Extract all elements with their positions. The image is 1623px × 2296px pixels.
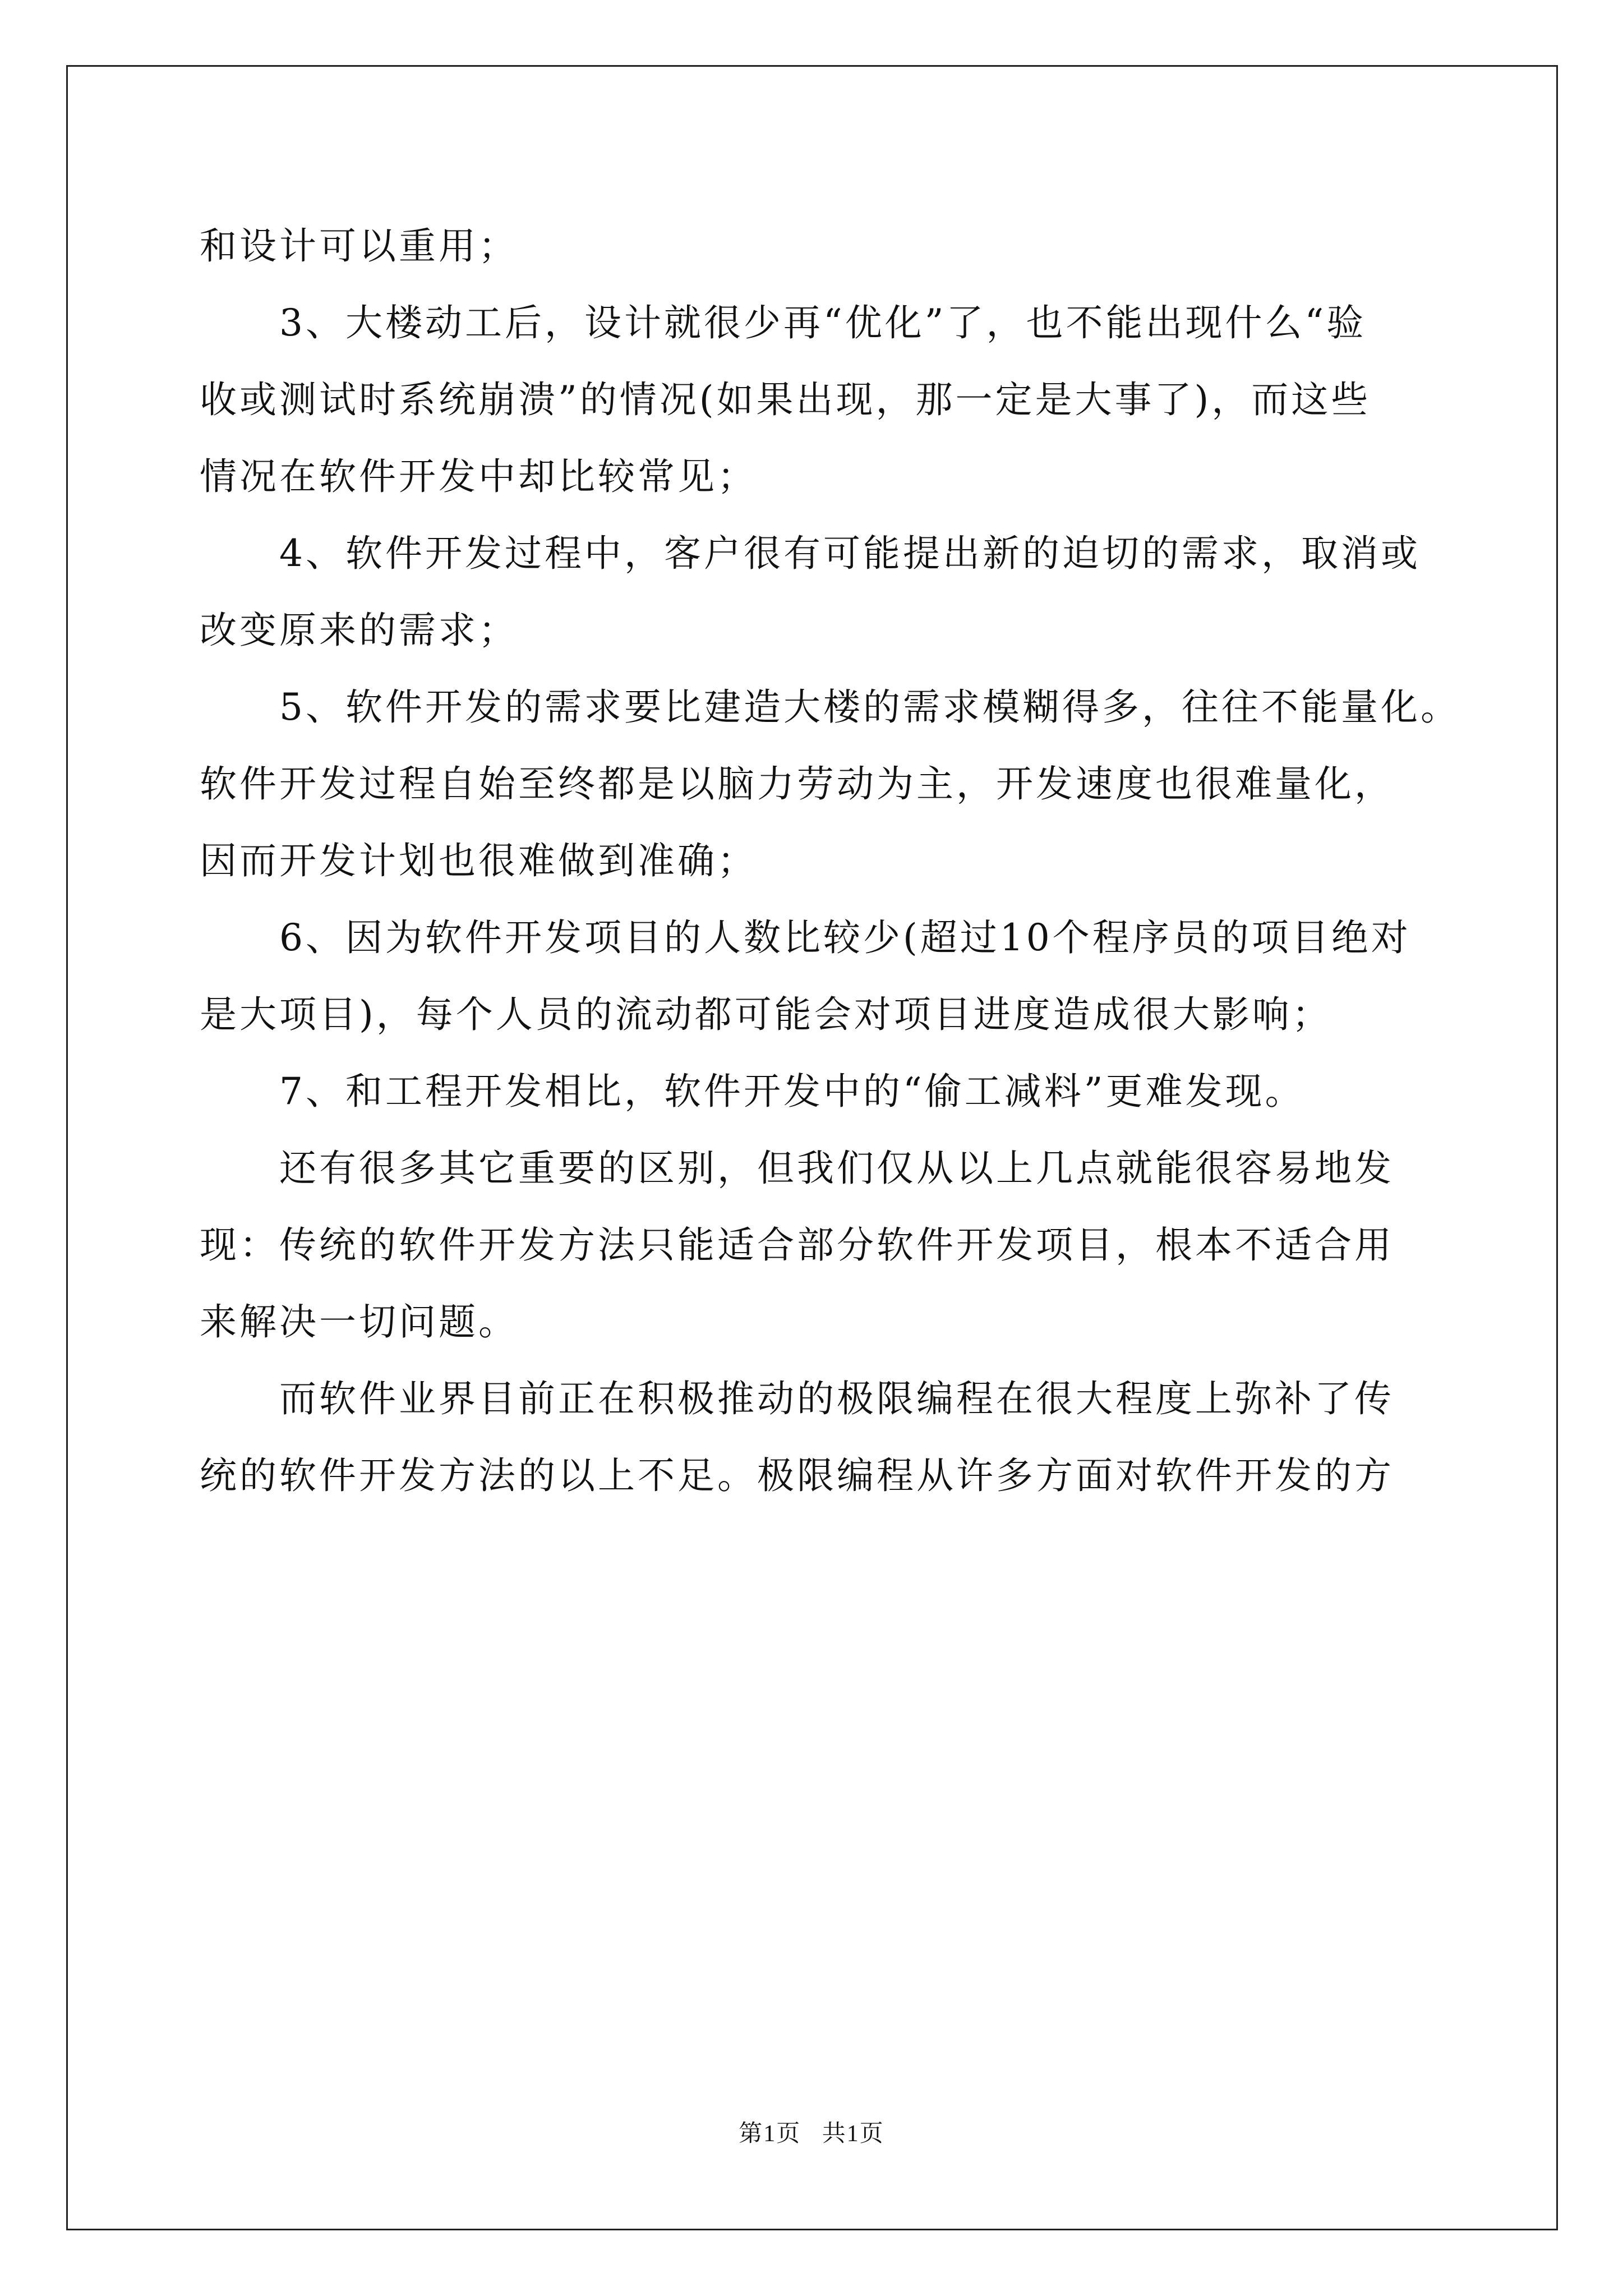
page-number: 第1页 bbox=[739, 2121, 801, 2147]
text-line: 还有很多其它重要的区别，但我们仅从以上几点就能很容易地发 bbox=[279, 1147, 1394, 1190]
text-line: 情况在软件开发中却比较常见； bbox=[200, 455, 757, 498]
document-body bbox=[200, 208, 1460, 1514]
text-line: 统的软件开发方法的以上不足。极限编程从许多方面对软件开发的方 bbox=[200, 1454, 1394, 1497]
paragraph-item-4 bbox=[200, 515, 1433, 669]
paragraph-differences bbox=[200, 1130, 1433, 1360]
paragraph-item-3 bbox=[200, 284, 1433, 515]
text-line: 和设计可以重用； bbox=[200, 224, 518, 268]
text-line: 现：传统的软件开发方法只能适合部分软件开发项目，根本不适合用 bbox=[200, 1223, 1394, 1267]
text-line: 5、软件开发的需求要比建造大楼的需求模糊得多，往往不能量化。 bbox=[279, 685, 1460, 729]
text-line: 改变原来的需求； bbox=[200, 609, 518, 652]
paragraph-item-7 bbox=[200, 1053, 1433, 1130]
page-total: 共1页 bbox=[822, 2121, 884, 2147]
text-line: 3、大楼动工后，设计就很少再“优化”了，也不能出现什么“验 bbox=[279, 301, 1367, 344]
paragraph-item-6 bbox=[200, 899, 1433, 1053]
text-line: 软件开发过程自始至终都是以脑力劳动为主，开发速度也很难量化， bbox=[200, 762, 1394, 806]
text-line: 收或测试时系统崩溃”的情况(如果出现，那一定是大事了)，而这些 bbox=[200, 378, 1371, 421]
text-line: 来解决一切问题。 bbox=[200, 1300, 518, 1343]
text-line: 7、和工程开发相比，软件开发中的“偷工减料”更难发现。 bbox=[279, 1070, 1305, 1113]
paragraph-item-5 bbox=[200, 669, 1460, 899]
paragraph-continuation bbox=[200, 208, 1433, 284]
text-line: 是大项目)，每个人员的流动都可能会对项目进度造成很大影响； bbox=[200, 993, 1332, 1036]
paragraph-extreme-programming bbox=[200, 1360, 1433, 1514]
page-footer bbox=[0, 2115, 1623, 2148]
text-line: 6、因为软件开发项目的人数比较少(超过10个程序员的项目绝对 bbox=[279, 916, 1411, 959]
text-line: 因而开发计划也很难做到准确； bbox=[200, 839, 757, 882]
text-line: 4、软件开发过程中，客户很有可能提出新的迫切的需求，取消或 bbox=[279, 532, 1421, 575]
text-line: 而软件业界目前正在积极推动的极限编程在很大程度上弥补了传 bbox=[279, 1377, 1394, 1420]
